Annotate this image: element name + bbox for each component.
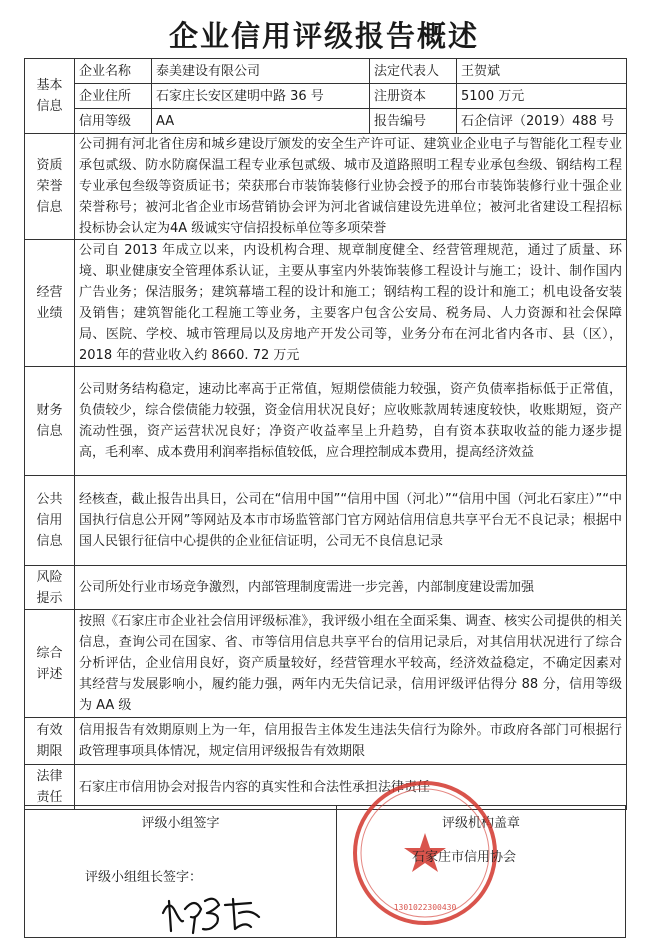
legal-rep-label: 法定代表人 [370, 59, 457, 84]
finance-text: 公司财务结构稳定，速动比率高于正常值，短期偿债能力较强，资产负债率指标低于正常值，负债较少，综合偿债能力较强，资金信用状况良好；应收账款周转速度较快，收账期短，资产流动性强，资产运营状况良好；净资产收益率呈上升趋势，自有资本获取收益的能力逐步提高，毛利率、成本费用利润率指标值较低，应合理控制成本费用，提高经济效益 [75, 367, 627, 476]
section-public-credit: 公共 信用 信息 [25, 476, 75, 566]
rating-value: AA [152, 109, 370, 134]
section-risk: 风险 提示 [25, 566, 75, 610]
org-seal-label: 评级机构盖章 [441, 816, 520, 831]
group-sign-box [24, 805, 337, 938]
section-validity: 有效 期限 [25, 718, 75, 765]
address-value: 石家庄长安区建明中路 36 号 [152, 84, 370, 109]
report-table [24, 58, 627, 810]
company-name-label: 企业名称 [75, 59, 152, 84]
capital-label: 注册资本 [370, 84, 457, 109]
risk-text: 公司所处行业市场竞争激烈，内部管理制度需进一步完善，内部制度建设需加强 [75, 566, 627, 610]
section-finance: 财务 信息 [25, 367, 75, 476]
report-no-value: 石企信评（2019）488 号 [457, 109, 627, 134]
capital-value: 5100 万元 [457, 84, 627, 109]
section-basic-info: 基本 信息 [25, 59, 75, 134]
seal-org-name: 石家庄市信用协会 [412, 850, 517, 865]
business-text: 公司自 2013 年成立以来，内设机构合理、规章制度健全、经营管理规范，通过了质量、环境、职业健康安全管理体系认证，主要从事室内外装饰装修工程设计与施工；设计、制作国内广告业务；保洁服务；建筑幕墙工程的设计和施工；钢结构工程的设计和施工；机电设备安装及销售；建筑智能化工程施工等业务，主要客户包含公安局、税务局、人力资源和社会保障局、医院、学校、城市管理局以及房地产开发公司等，业务分布在河北省内各市、县（区），2018 年的营业收入约 8660. 72 万元 [75, 240, 627, 367]
page-title: 企业信用评级报告概述 [168, 19, 479, 53]
rating-label: 信用等级 [75, 109, 152, 134]
group-sign-label: 评级小组签字 [141, 816, 220, 831]
public-credit-text: 经核查，截止报告出具日，公司在“信用中国”“信用中国（河北）”“信用中国（河北石家庄）”“中国执行信息公开网”等网站及本市市场监管部门官方网站信用信息共享平台无不良记录；根据中国人民银行征信中心提供的企业征信证明，公司无不良信息记录 [75, 476, 627, 566]
report-no-label: 报告编号 [370, 109, 457, 134]
handwritten-signature [155, 891, 275, 936]
section-legal: 法律 责任 [25, 765, 75, 810]
honors-text: 公司拥有河北省住房和城乡建设厅颁发的安全生产许可证、建筑业企业电子与智能化工程专业承包贰级、防水防腐保温工程专业承包贰级、城市及道路照明工程专业承包叁级、钢结构工程专业承包叁级等资质证书；荣获邢台市装饰装修行业协会授予的邢台市装饰装修行业十强企业荣誉称号；被河北省企业市场营销协会评为河北省诚信建设先进单位；被河北省建设工程招标投标协会认定为4A 级诚实守信招投标单位等多项荣誉 [75, 134, 627, 240]
signature-area [24, 805, 626, 938]
section-honors: 资质 荣誉 信息 [25, 134, 75, 240]
leader-sign-label: 评级小组组长签字： [85, 870, 203, 885]
section-summary: 综合 评述 [25, 610, 75, 718]
seal-number: 1301022300430 [393, 903, 457, 912]
company-name-value: 泰美建设有限公司 [152, 59, 370, 84]
address-label: 企业住所 [75, 84, 152, 109]
legal-text: 石家庄市信用协会对报告内容的真实性和合法性承担法律责任 [75, 765, 627, 810]
summary-text: 按照《石家庄市企业社会信用评级标准》，我评级小组在全面采集、调查、核实公司提供的相关信息，查询公司在国家、省、市等信用信息共享平台的信用记录后，对其信用状况进行了综合分析评估，企业信用良好，资产质量较好，经营管理水平较高，经济效益稳定，不确定因素对其经营与发展影响小，履约能力强，两年内无失信记录，信用评级评估得分 88 分，信用等级为 AA 级 [75, 610, 627, 718]
section-business: 经营 业绩 [25, 240, 75, 367]
validity-text: 信用报告有效期原则上为一年，信用报告主体发生违法失信行为除外。市政府各部门可根据行政管理事项具体情况，规定信用评级报告有效期限 [75, 718, 627, 765]
legal-rep-value: 王贺斌 [457, 59, 627, 84]
